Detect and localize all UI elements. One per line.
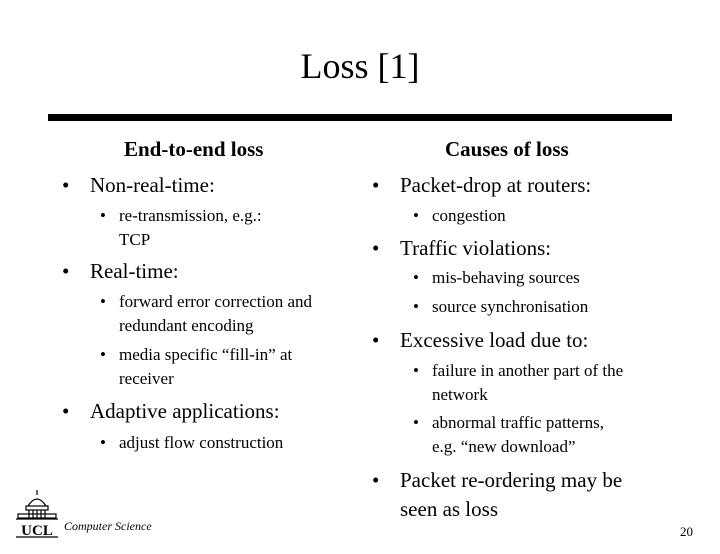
bullet-text: Packet re-ordering may be: [400, 468, 623, 492]
sub-text: source synchronisation: [432, 297, 589, 316]
slide-title: Loss [1]: [300, 46, 420, 86]
sub-text: adjust flow construction: [119, 433, 284, 452]
bullet-icon: •: [413, 413, 419, 432]
bullet-icon: •: [62, 399, 70, 423]
right-heading: Causes of loss: [445, 137, 569, 161]
footer-department: Computer Science: [64, 519, 152, 533]
bullet-text: Real-time:: [90, 259, 179, 283]
bullet-text: seen as loss: [400, 497, 498, 521]
bullet-icon: •: [372, 173, 380, 197]
sub-text: congestion: [432, 206, 506, 225]
sub-text: receiver: [119, 369, 174, 388]
sub-text: media specific “fill-in” at: [119, 345, 293, 364]
bullet-icon: •: [372, 236, 380, 260]
bullet-icon: •: [413, 297, 419, 316]
logo-text: UCL: [21, 523, 53, 539]
sub-text: TCP: [119, 230, 151, 249]
sub-text: redundant encoding: [119, 316, 254, 335]
bullet-text: Non-real-time:: [90, 173, 215, 197]
bullet-icon: •: [100, 345, 106, 364]
page-number: 20: [680, 524, 693, 539]
bullet-text: Packet-drop at routers:: [400, 173, 592, 197]
sub-text: failure in another part of the: [432, 361, 624, 380]
bullet-icon: •: [413, 361, 419, 380]
left-heading: End-to-end loss: [124, 137, 264, 161]
sub-text: mis-behaving sources: [432, 268, 580, 287]
bullet-icon: •: [413, 268, 419, 287]
bullet-icon: •: [372, 468, 380, 492]
title-rule: [48, 114, 672, 121]
bullet-text: Traffic violations:: [400, 236, 552, 260]
sub-text: abnormal traffic patterns,: [432, 413, 604, 432]
bullet-icon: •: [100, 433, 106, 452]
bullet-text: Excessive load due to:: [400, 328, 589, 352]
bullet-icon: •: [62, 259, 70, 283]
bullet-icon: •: [62, 173, 70, 197]
bullet-text: Adaptive applications:: [90, 399, 280, 423]
ucl-logo: [14, 486, 60, 540]
bullet-icon: •: [372, 328, 380, 352]
sub-text: e.g. “new download”: [432, 437, 576, 456]
sub-text: re-transmission, e.g.:: [119, 206, 262, 225]
bullet-icon: •: [100, 292, 106, 311]
bullet-icon: •: [413, 206, 419, 225]
sub-text: forward error correction and: [119, 292, 313, 311]
bullet-icon: •: [100, 206, 106, 225]
sub-text: network: [432, 385, 488, 404]
